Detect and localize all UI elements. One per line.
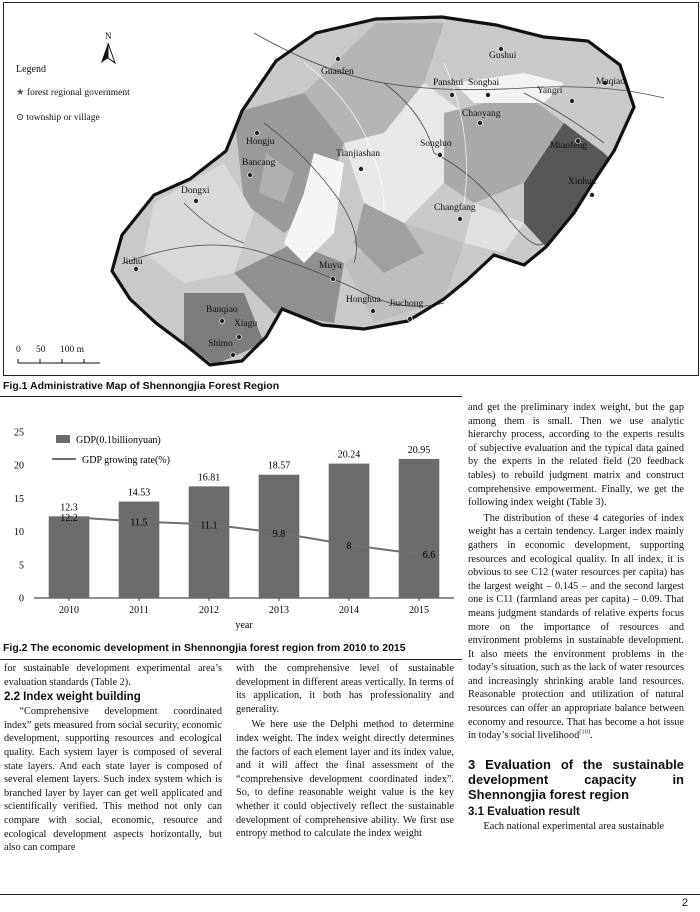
bar-value-label: 16.81 <box>197 472 221 484</box>
y-tick-label: 25 <box>14 427 24 439</box>
north-arrow-icon <box>101 43 115 63</box>
place-label: Dongxi <box>181 186 210 196</box>
township-marker-icon: ⊙ <box>16 113 24 123</box>
place-label: Jiuchong <box>389 299 424 309</box>
place-label: Guanfen <box>321 67 354 77</box>
scale-label-50: 50 <box>36 345 46 355</box>
x-tick-label: 2011 <box>129 605 149 616</box>
place-label: Jiuhu <box>122 257 143 267</box>
legend-item-township <box>16 112 100 123</box>
place-label: Gushui <box>489 51 517 61</box>
place-label: Banqiao <box>206 305 238 315</box>
line-value-label: 9.8 <box>272 528 286 540</box>
citation: [10] <box>579 728 591 736</box>
paragraph: Each national experimental area sustainable <box>483 820 665 832</box>
place-label: Shimo <box>208 339 233 349</box>
footer-rule <box>0 894 700 895</box>
paragraph: and get the preliminary index weight, but the gap among them is small. Then we use analytic hierarchy process, according to the experts results of subjective evaluation and the typical data gained by the experts in the related field (20 feedback tables) to rebuild judgment matrix and construct comprehensive empowerment. Finally, we get the following index weight (Table 3). <box>468 402 684 509</box>
x-tick-label: 2013 <box>269 605 289 616</box>
y-tick-label: 20 <box>14 460 24 472</box>
bar-value-label: 18.57 <box>267 460 291 472</box>
x-axis-title: year <box>235 620 253 631</box>
gdp-bar <box>329 464 370 598</box>
place-label: Xinhua <box>568 177 596 187</box>
gdp-bar <box>399 459 440 598</box>
place-label: Yangri <box>537 86 563 96</box>
paragraph: with the comprehensive level of sustainable development in different areas vertically. In terms of its application, it both has professionality and generality. <box>236 663 454 715</box>
place-label: Muyu <box>319 261 342 271</box>
legend-label-growth: GDP growing rate(%) <box>82 455 170 466</box>
bar-value-label: 20.95 <box>407 444 431 456</box>
legend-item-government <box>16 87 130 98</box>
place-label: Bancang <box>242 158 276 168</box>
paragraph-end: . <box>590 730 593 742</box>
paragraph: “Comprehensive development coordinated index” gets measured from social security, economic development, supporting resources and ecological quality. Each system layer is composed of several state layers. And each state layer is composed of several element layers. Such index system which is branched layer by layer can get well applicated and scientifically verified. This method not only can compare with social, economic, resource and ecological development aspects horizontally, but also can compare <box>4 706 222 854</box>
place-label: Xiagu <box>234 319 258 329</box>
y-tick-label: 10 <box>14 527 24 539</box>
y-tick-label: 5 <box>19 560 24 572</box>
page-number: 2 <box>681 897 688 909</box>
line-value-label: 11.1 <box>200 520 218 532</box>
place-label: Panshui <box>433 78 464 88</box>
place-label: Songluo <box>420 139 452 149</box>
bar-value-label: 14.53 <box>127 487 151 499</box>
section-heading-3-1: 3.1 Evaluation result <box>468 805 580 818</box>
legend-swatch-gdp <box>56 435 70 443</box>
x-tick-label: 2012 <box>199 605 219 616</box>
place-label: Chaoyang <box>462 109 501 119</box>
x-tick-label: 2015 <box>409 605 429 616</box>
place-label: Tianjiashan <box>336 149 380 159</box>
administrative-map <box>3 2 699 376</box>
place-label: Songbai <box>468 78 500 88</box>
legend-label-township: township or village <box>26 113 100 123</box>
text-column-3 <box>468 401 684 833</box>
caption-rule <box>0 659 462 660</box>
place-label: Maqiao <box>596 77 626 87</box>
paragraph-text: The distribution of these 4 categories of index weight has a certain tendency. Larger index mainly gathers in economic development, supporting resources and ecological quality. In all index, it is obvious to see C12 (water resources per capita) has the largest weight – 0.145 – and the second largest one is C11 (farmland areas per capita) – 0.09. That means judgment standards of relative experts focus more on the importance of resources and environment problems in sustainable development. It also meets the environment problems in the today’s situation, such as the lack of water resources and increasingly shrinking arable land resources. Reasonable protection and utilization of natural resources can offer an appropriate balance between economy and resource. That has become a hot issue in today’s social livelihood <box>468 512 684 742</box>
north-label: N <box>105 31 112 41</box>
line-value-label: 6.6 <box>422 550 436 562</box>
paragraph <box>468 512 684 743</box>
gdp-bar <box>119 502 160 598</box>
y-tick-label: 0 <box>19 593 24 605</box>
text-column-2 <box>236 662 454 841</box>
figure-2-caption: Fig.2 The economic development in Shennongjia forest region from 2010 to 2015 <box>3 642 406 654</box>
legend-label-government: forest regional government <box>26 88 130 98</box>
x-tick-label: 2014 <box>339 605 359 616</box>
place-label: Miaofeng <box>550 141 587 151</box>
line-value-label: 8 <box>346 540 352 552</box>
paragraph: We here use the Delphi method to determine index weight. The index weight directly determines the factors of each element layer and its index value, and it will affect the final assessment of the “comprehensive development coordinated index”. So, to define reasonable weight value is the key whether it could objectively reflect the sustainable development of comprehensive ability. We first use entropy method to calculate the index weight <box>236 719 454 840</box>
scale-bar <box>18 359 100 363</box>
legend-label-gdp: GDP(0.1billionyuan) <box>76 435 161 446</box>
caption-rule <box>0 396 462 397</box>
x-tick-label: 2010 <box>59 605 79 616</box>
section-heading-2-2: 2.2 Index weight building <box>4 691 141 704</box>
gdp-bar <box>49 516 90 598</box>
line-value-label: 11.5 <box>130 517 148 529</box>
gdp-chart <box>0 418 462 636</box>
scale-label-0: 0 <box>16 345 21 355</box>
paragraph: for sustainable development experimental area’s evaluation standards (Table 2). <box>4 663 222 688</box>
legend-title: Legend <box>16 64 46 75</box>
gdp-bar <box>189 486 230 598</box>
place-label: Honghua <box>346 295 381 305</box>
bar-value-label: 12.3 <box>60 502 78 514</box>
place-label: Changfang <box>434 203 476 213</box>
y-tick-label: 15 <box>14 493 24 505</box>
star-icon: ★ <box>16 88 25 98</box>
map-graphic <box>4 3 698 375</box>
figure-1-caption: Fig.1 Administrative Map of Shennongjia Forest Region <box>3 380 280 392</box>
section-heading-3: 3 Evaluation of the sustainable development capacity in Shennongjia forest region <box>468 756 684 802</box>
text-column-1 <box>4 662 222 855</box>
place-label: Hongju <box>246 137 275 147</box>
bar-value-label: 20.24 <box>337 449 361 461</box>
line-value-label: 12.2 <box>60 512 78 524</box>
scale-label-100: 100 m <box>60 345 85 355</box>
